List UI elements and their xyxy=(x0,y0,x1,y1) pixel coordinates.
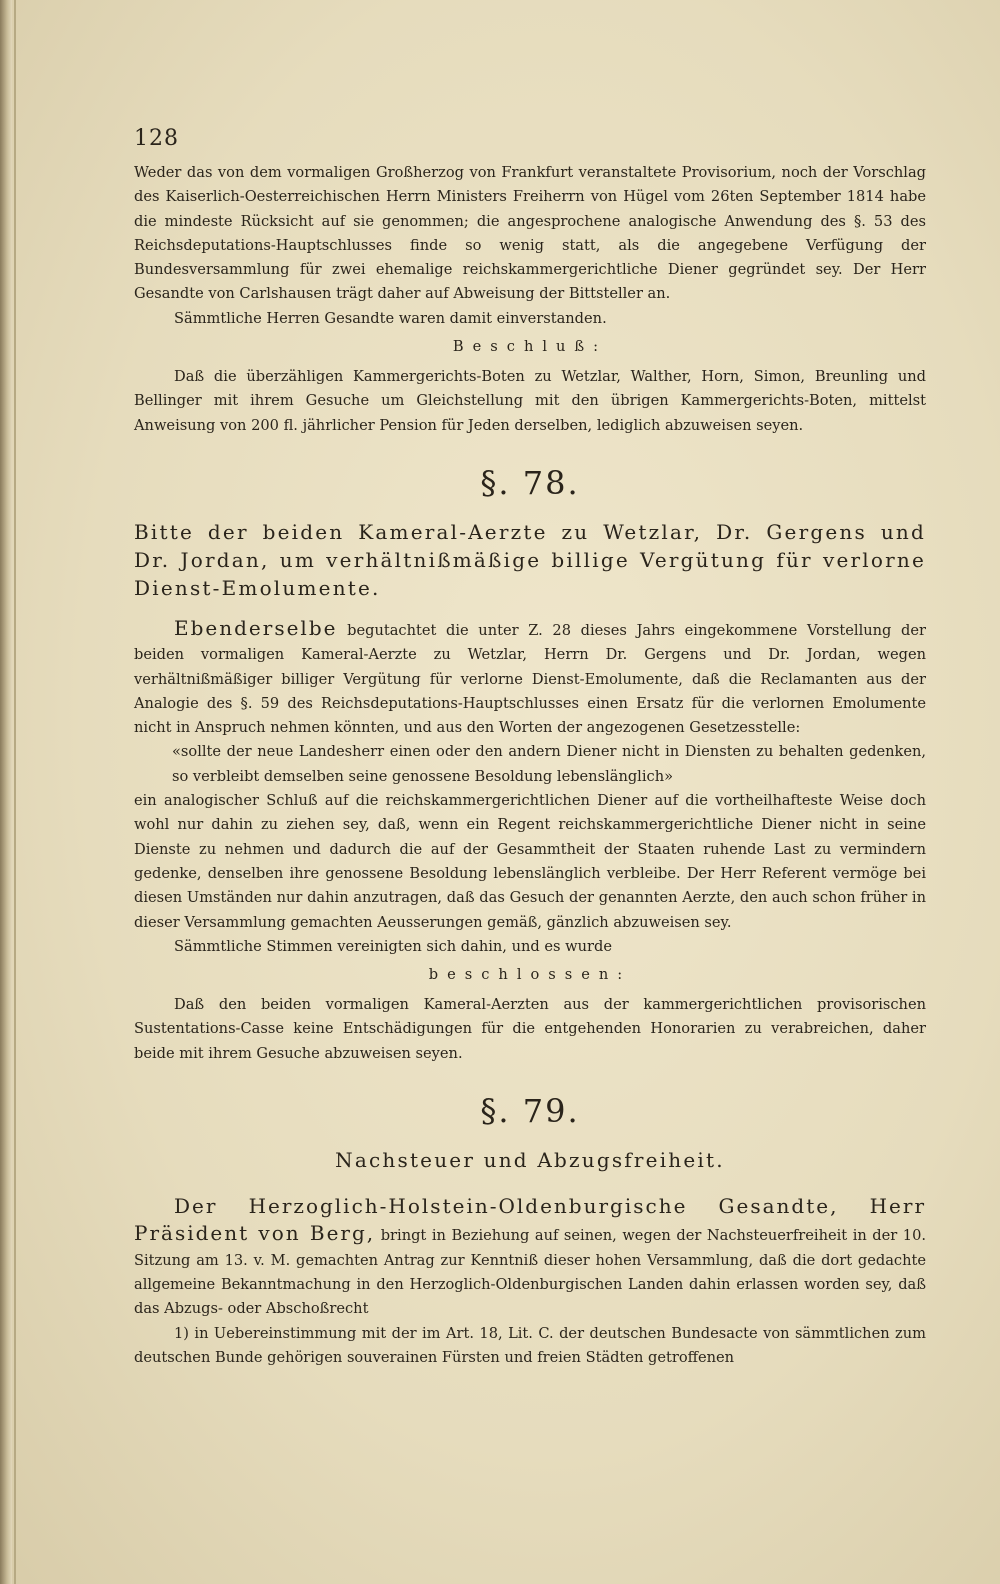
page-content xyxy=(134,126,926,1370)
section-79-body xyxy=(134,1194,926,1321)
beschluss-text: Daß die überzähligen Kammergerichts-Boten zu Wetzlar, Walther, Horn, Simon, Breunling und Bellinger mit ihrem Gesuche um Gleichstellung mit den übrigen Kammergerichts-Boten, mittelst Anweisung von 200 fl. jährlicher Pension für Jeden derselben, lediglich abzuweisen seyen. xyxy=(134,368,926,434)
page-number: 128 xyxy=(134,126,179,151)
section-79-item-1: 1) in Uebereinstimmung mit der im Art. 18, Lit. C. der deutschen Bundesacte von sämmtlichen zum deutschen Bunde gehörigen souverainen Fürsten und freien Städten getroffenen xyxy=(134,1324,926,1366)
section-78-lead-word: Ebenderselbe xyxy=(174,615,338,640)
carryover-paragraph: Weder das von dem vormaligen Großherzog von Frankfurt veranstaltete Provisorium, noch der Vorschlag des Kaiserlich-Oesterreichischen Herrn Ministers Freiherrn von Hügel vom 26ten September 1814 habe die mindeste Rücksicht auf sie genommen; die angesprochene analogische Anwendung des §. 53 des Reichsdeputations-Hauptschlusses finde so wenig statt, als die angegebene Verfügung der Bundesversammlung für zwei ehemalige reichskammergerichtliche Diener gegründet sey. Der Herr Gesandte von Carlshausen trägt daher auf Abweisung der Bittsteller an. xyxy=(134,164,926,303)
section-79-number: §. 79. xyxy=(480,1092,580,1131)
section-78-decision: Daß den beiden vormaligen Kameral-Aerzten aus der kammergerichtlichen provisorischen Sustentations-Casse keine Entschädigungen für die entgehenden Honorarien zu verabreichen, daher beide mit ihrem Gesuche abzuweisen seyen. xyxy=(134,996,926,1062)
section-78-quote: «sollte der neue Landesherr einen oder den andern Diener nicht in Diensten zu behalten gedenken, so verbleibt demselben seine genossene Besoldung lebenslänglich» xyxy=(172,743,926,785)
section-78-body-text: begutachtet die unter Z. 28 dieses Jahrs eingekommene Vorstellung der beiden vormaligen Kameral-Aerzte zu Wetzlar, Herrn Dr. Gergens und Dr. Jordan, wegen verhältnißmäßiger billiger Vergütung für verlorne Dienst-Emolumente, daß die Reclamanten aus der Analogie des §. 59 des Reichsdeputations-Hauptschlusses einen Ersatz für die verlornen Emolumente nicht in Anspruch nehmen könnten, und aus den Worten der angezogenen Gesetzesstelle: xyxy=(134,621,926,737)
section-78-body xyxy=(134,616,926,740)
beschlossen-heading: beschlossen: xyxy=(428,966,632,984)
section-78-number: §. 78. xyxy=(480,463,580,502)
section-78-votes: Sämmtliche Stimmen vereinigten sich dahin, und es wurde xyxy=(174,937,612,955)
section-79-title: Nachsteuer und Abzugsfreiheit. xyxy=(335,1148,725,1173)
spine-edge-line xyxy=(14,0,16,1584)
beschluss-heading: Beschluß: xyxy=(452,338,608,356)
section-78-body-continued: ein analogischer Schluß auf die reichskammergerichtlichen Diener auf die vortheilhafteste Weise doch wohl nur dahin zu ziehen sey, daß, wenn ein Regent reichskammergerichtliche Diener nicht in seine Dienste zu nehmen und dadurch die auf der Gesammtheit der Staaten ruhende Last zu vermindern gedenke, denselben ihre genossene Besoldung lebenslänglich verbleibe. Der Herr Referent vermöge bei diesen Umständen nur dahin anzutragen, daß das Gesuch der genannten Aerzte, den auch schon früher in dieser Versammlung gemachten Aeusserungen gemäß, gänzlich abzuweisen sey. xyxy=(134,792,926,931)
book-spine xyxy=(0,0,12,1584)
section-79-body-text: bringt in Beziehung auf seinen, wegen der Nachsteuerfreiheit in der 10. Sitzung am 13. v. M. gemachten Antrag zur Kenntniß dieser hohen Versammlung, daß die dort gedachte allgemeine Bekanntmachung in den Herzoglich-Oldenburgischen Landen dahin erlassen worden sey, daß das Abzugs- oder Abschoßrecht xyxy=(134,1227,926,1318)
section-78-title: Bitte der beiden Kameral-Aerzte zu Wetzlar, Dr. Gergens und Dr. Jordan, um verhältnißmäßige billige Vergütung für verlorne Dienst-Emolumente. xyxy=(134,519,926,600)
section-79-lead: Der Herzoglich-Holstein-Oldenburgische Gesandte, Herr Präsident von Berg, xyxy=(134,1194,926,1246)
agreement-paragraph: Sämmtliche Herren Gesandte waren damit einverstanden. xyxy=(174,309,607,327)
